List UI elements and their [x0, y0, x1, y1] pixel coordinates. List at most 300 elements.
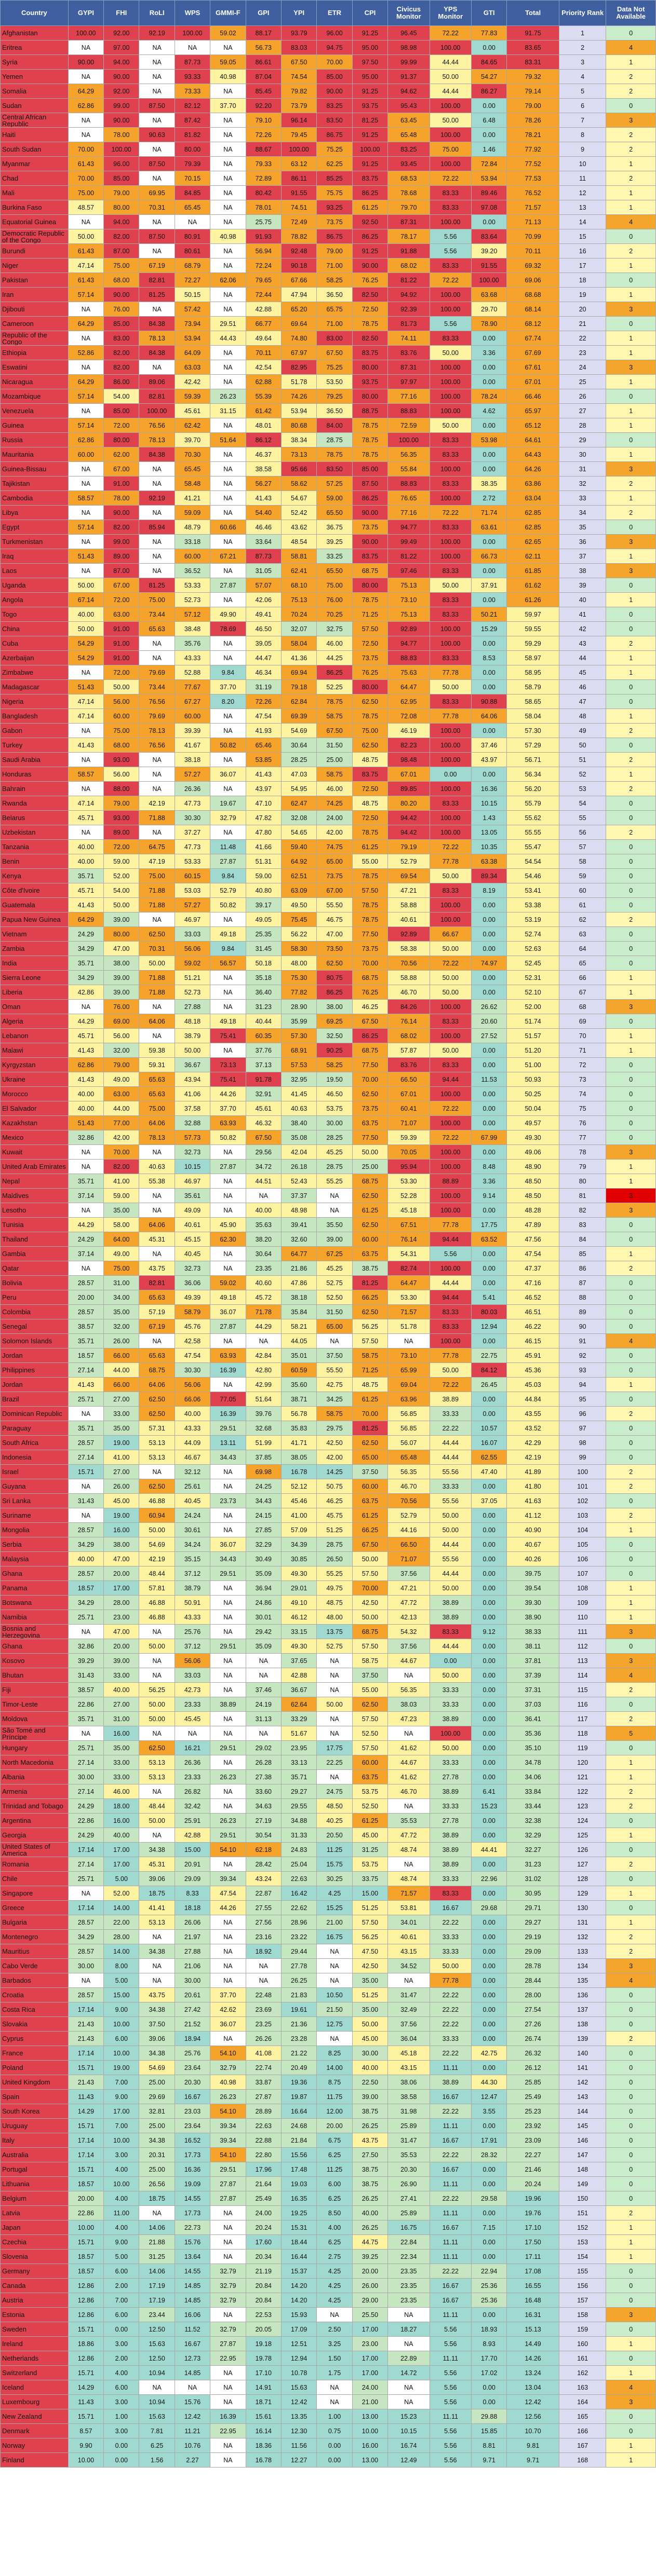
table-row[interactable]: [1, 1857, 656, 1872]
score-cell: 88.17: [246, 26, 281, 40]
country-cell: United States of America: [1, 1843, 69, 1857]
table-row[interactable]: [1, 1276, 656, 1290]
score-cell: 44.05: [281, 1334, 316, 1348]
score-cell: 38.75: [352, 2162, 387, 2177]
score-cell: 91.88: [388, 244, 430, 258]
country-cell: Republic of the Congo: [1, 331, 69, 346]
country-cell: Zimbabwe: [1, 665, 69, 680]
score-cell: 26.36: [175, 1755, 210, 1770]
table-row[interactable]: [1, 2235, 656, 2250]
score-cell: 76.65: [388, 491, 430, 506]
table-row[interactable]: [1, 782, 656, 796]
table-row[interactable]: [1, 971, 656, 985]
table-row[interactable]: [1, 985, 656, 1000]
score-cell: 21.00: [352, 2395, 387, 2409]
table-row[interactable]: [1, 607, 656, 622]
header-roli[interactable]: RoLI: [139, 1, 175, 26]
table-row[interactable]: [1, 1828, 656, 1843]
priority-rank-cell: 159: [559, 2322, 606, 2337]
table-row[interactable]: [1, 578, 656, 593]
score-cell: 90.00: [104, 70, 139, 84]
table-row[interactable]: [1, 1566, 656, 1581]
score-cell: 62.95: [388, 694, 430, 709]
table-row[interactable]: [1, 200, 656, 215]
score-cell: 33.33: [430, 1683, 471, 1697]
table-row[interactable]: [1, 1101, 656, 1116]
score-cell: 97.97: [388, 375, 430, 389]
table-row[interactable]: [1, 1014, 656, 1029]
table-row[interactable]: [1, 433, 656, 447]
header-cpi[interactable]: CPI: [352, 1, 387, 26]
table-row[interactable]: [1, 186, 656, 200]
table-row[interactable]: [1, 1000, 656, 1014]
table-row[interactable]: [1, 1421, 656, 1436]
header-gpi[interactable]: GPI: [246, 1, 281, 26]
table-row[interactable]: [1, 491, 656, 506]
table-row[interactable]: [1, 476, 656, 491]
score-cell: NA: [317, 1770, 352, 1784]
priority-rank-cell: 138: [559, 2017, 606, 2032]
table-row[interactable]: [1, 2279, 656, 2293]
score-cell: 59.39: [388, 1130, 430, 1145]
score-cell: 53.13: [139, 1915, 175, 1930]
score-cell: 16.21: [175, 1741, 210, 1755]
table-row[interactable]: [1, 2017, 656, 2032]
table-row[interactable]: [1, 1755, 656, 1770]
score-cell: 57.14: [68, 288, 103, 302]
table-row[interactable]: [1, 1189, 656, 1203]
table-row[interactable]: [1, 1363, 656, 1378]
table-row[interactable]: [1, 1407, 656, 1421]
score-cell: 4.25: [317, 2279, 352, 2293]
table-row[interactable]: [1, 1247, 656, 1261]
table-row[interactable]: [1, 288, 656, 302]
table-row[interactable]: [1, 2409, 656, 2424]
score-cell: 75.25: [317, 142, 352, 157]
table-row[interactable]: [1, 1814, 656, 1828]
table-row[interactable]: [1, 2191, 656, 2206]
table-row[interactable]: [1, 506, 656, 520]
table-row[interactable]: [1, 1930, 656, 1944]
table-row[interactable]: [1, 709, 656, 724]
score-cell: 56.85: [388, 1421, 430, 1436]
score-cell: 10.00: [68, 2453, 103, 2468]
table-row[interactable]: [1, 1378, 656, 1392]
table-row[interactable]: [1, 1973, 656, 1988]
priority-rank-cell: 94: [559, 1378, 606, 1392]
table-row[interactable]: [1, 2206, 656, 2220]
table-row[interactable]: [1, 1116, 656, 1130]
header-priority-rank[interactable]: Priority Rank: [559, 1, 606, 26]
header-gti[interactable]: GTI: [471, 1, 506, 26]
score-cell: 78.75: [317, 694, 352, 709]
score-cell: 26.06: [175, 1915, 210, 1930]
table-row[interactable]: [1, 1508, 656, 1523]
table-row[interactable]: [1, 2133, 656, 2148]
table-row[interactable]: [1, 1145, 656, 1160]
table-row[interactable]: [1, 869, 656, 883]
score-cell: 10.15: [388, 2424, 430, 2438]
header-total[interactable]: Total: [507, 1, 559, 26]
score-cell: 40.00: [246, 1203, 281, 1218]
country-cell: Azerbaijan: [1, 651, 69, 665]
table-row[interactable]: [1, 55, 656, 70]
table-row[interactable]: [1, 1203, 656, 1218]
table-row[interactable]: [1, 1799, 656, 1814]
table-row[interactable]: [1, 1639, 656, 1654]
score-cell: 65.99: [388, 1363, 430, 1378]
table-row[interactable]: [1, 564, 656, 578]
header-civicus-monitor[interactable]: Civicus Monitor: [388, 1, 430, 26]
table-row[interactable]: [1, 767, 656, 782]
table-row[interactable]: [1, 84, 656, 99]
score-cell: 41.43: [68, 1043, 103, 1058]
table-row[interactable]: [1, 1072, 656, 1087]
table-row[interactable]: [1, 244, 656, 258]
table-row[interactable]: [1, 1232, 656, 1247]
table-row[interactable]: [1, 2322, 656, 2337]
table-row[interactable]: [1, 2438, 656, 2453]
table-row[interactable]: [1, 2177, 656, 2191]
table-row[interactable]: [1, 404, 656, 418]
table-row[interactable]: [1, 1668, 656, 1683]
table-row[interactable]: [1, 2351, 656, 2366]
score-cell: 14.06: [139, 2264, 175, 2279]
score-cell: 57.53: [281, 1058, 316, 1072]
table-row[interactable]: [1, 811, 656, 825]
table-row[interactable]: [1, 2162, 656, 2177]
table-row[interactable]: [1, 2090, 656, 2104]
data-not-available-cell: 2: [606, 1712, 656, 1726]
table-row[interactable]: [1, 1523, 656, 1537]
table-row[interactable]: [1, 1058, 656, 1072]
table-row[interactable]: [1, 912, 656, 927]
table-row[interactable]: [1, 1596, 656, 1610]
table-row[interactable]: [1, 593, 656, 607]
data-not-available-cell: 0: [606, 1319, 656, 1334]
score-cell: 66.00: [104, 1348, 139, 1363]
table-row[interactable]: [1, 724, 656, 738]
table-row[interactable]: [1, 2061, 656, 2075]
total-cell: 17.50: [507, 2235, 559, 2250]
score-cell: 20.30: [175, 2075, 210, 2090]
table-row[interactable]: [1, 1901, 656, 1915]
table-row[interactable]: [1, 535, 656, 549]
country-cell: Barbados: [1, 1973, 69, 1988]
table-row[interactable]: [1, 1450, 656, 1465]
score-cell: 76.00: [317, 593, 352, 607]
score-cell: 0.00: [471, 1203, 506, 1218]
score-cell: 92.20: [246, 99, 281, 113]
header-wps[interactable]: WPS: [175, 1, 210, 26]
score-cell: 29.27: [281, 1784, 316, 1799]
country-cell: Canada: [1, 2279, 69, 2293]
table-row[interactable]: [1, 1683, 656, 1697]
score-cell: 35.84: [281, 1305, 316, 1319]
header-gmmi-f[interactable]: GMMI-F: [210, 1, 246, 26]
table-row[interactable]: [1, 1988, 656, 2002]
score-cell: 63.93: [210, 1116, 246, 1130]
table-row[interactable]: [1, 331, 656, 346]
total-cell: 48.90: [507, 1160, 559, 1174]
table-row[interactable]: [1, 171, 656, 186]
score-cell: 43.15: [388, 2061, 430, 2075]
table-row[interactable]: [1, 2002, 656, 2017]
priority-rank-cell: 129: [559, 1886, 606, 1901]
score-cell: 85.45: [246, 84, 281, 99]
table-row[interactable]: [1, 738, 656, 753]
table-row[interactable]: [1, 2308, 656, 2322]
table-row[interactable]: [1, 1334, 656, 1348]
table-row[interactable]: [1, 2148, 656, 2162]
table-row[interactable]: [1, 1944, 656, 1959]
score-cell: 30.00: [317, 1116, 352, 1130]
score-cell: NA: [246, 1959, 281, 1973]
priority-rank-cell: 32: [559, 476, 606, 491]
table-row[interactable]: [1, 2424, 656, 2438]
table-row[interactable]: [1, 1348, 656, 1363]
score-cell: 53.85: [246, 753, 281, 767]
table-row[interactable]: [1, 346, 656, 360]
table-row[interactable]: [1, 70, 656, 84]
table-row[interactable]: [1, 317, 656, 331]
table-row[interactable]: [1, 215, 656, 229]
table-row[interactable]: [1, 1319, 656, 1334]
country-cell: Solomon Islands: [1, 1334, 69, 1348]
priority-rank-cell: 23: [559, 346, 606, 360]
table-row[interactable]: [1, 1261, 656, 1276]
score-cell: 60.00: [352, 1232, 387, 1247]
score-cell: 12.42: [175, 2409, 210, 2424]
table-row[interactable]: [1, 113, 656, 128]
table-row[interactable]: [1, 128, 656, 142]
data-not-available-cell: 0: [606, 1101, 656, 1116]
table-row[interactable]: [1, 2046, 656, 2061]
table-row[interactable]: [1, 1218, 656, 1232]
table-row[interactable]: [1, 462, 656, 476]
score-cell: 35.00: [352, 2002, 387, 2017]
country-cell: Morocco: [1, 1087, 69, 1101]
table-row[interactable]: [1, 2032, 656, 2046]
score-cell: 22.22: [430, 2046, 471, 2061]
table-row[interactable]: [1, 636, 656, 651]
score-cell: 88.89: [430, 1174, 471, 1189]
table-row[interactable]: [1, 1843, 656, 1857]
score-cell: 64.09: [175, 346, 210, 360]
table-row[interactable]: [1, 622, 656, 636]
table-row[interactable]: [1, 1770, 656, 1784]
table-row[interactable]: [1, 942, 656, 956]
score-cell: 14.20: [281, 2293, 316, 2308]
table-row[interactable]: [1, 1625, 656, 1639]
score-cell: 100.00: [471, 273, 506, 288]
table-row[interactable]: [1, 142, 656, 157]
score-cell: 70.00: [352, 1407, 387, 1421]
header-etr[interactable]: ETR: [317, 1, 352, 26]
score-cell: 37.50: [139, 2017, 175, 2032]
table-row[interactable]: [1, 1741, 656, 1755]
table-row[interactable]: [1, 40, 656, 55]
priority-rank-cell: 60: [559, 883, 606, 898]
table-row[interactable]: [1, 1160, 656, 1174]
table-row[interactable]: [1, 1479, 656, 1494]
header-country[interactable]: Country: [1, 1, 69, 26]
table-row[interactable]: [1, 1872, 656, 1886]
table-row[interactable]: [1, 1610, 656, 1625]
table-row[interactable]: [1, 1654, 656, 1668]
score-cell: 27.38: [246, 1770, 281, 1784]
table-row[interactable]: [1, 375, 656, 389]
header-yps-monitor[interactable]: YPS Monitor: [430, 1, 471, 26]
table-row[interactable]: [1, 1784, 656, 1799]
table-row[interactable]: [1, 854, 656, 869]
total-cell: 47.89: [507, 1218, 559, 1232]
table-row[interactable]: [1, 258, 656, 273]
table-row[interactable]: [1, 1029, 656, 1043]
table-body: [1, 26, 656, 2468]
score-cell: 48.00: [317, 1610, 352, 1625]
table-row[interactable]: [1, 694, 656, 709]
table-row[interactable]: [1, 26, 656, 40]
table-row[interactable]: [1, 651, 656, 665]
table-row[interactable]: [1, 1043, 656, 1058]
table-row[interactable]: [1, 927, 656, 942]
table-row[interactable]: [1, 2337, 656, 2351]
score-cell: 18.57: [68, 2177, 103, 2191]
table-row[interactable]: [1, 898, 656, 912]
score-cell: 83.33: [430, 796, 471, 811]
score-cell: 72.50: [352, 636, 387, 651]
table-row[interactable]: [1, 956, 656, 971]
table-row[interactable]: [1, 447, 656, 462]
table-row[interactable]: [1, 1712, 656, 1726]
table-row[interactable]: [1, 1726, 656, 1741]
table-row[interactable]: [1, 1130, 656, 1145]
score-cell: 0.00: [471, 971, 506, 985]
table-row[interactable]: [1, 680, 656, 694]
table-row[interactable]: [1, 1305, 656, 1319]
table-row[interactable]: [1, 1959, 656, 1973]
score-cell: 22.22: [430, 2148, 471, 2162]
table-row[interactable]: [1, 753, 656, 767]
table-row[interactable]: [1, 1494, 656, 1508]
score-cell: 83.03: [281, 40, 316, 55]
score-cell: NA: [68, 665, 103, 680]
score-cell: 20.00: [68, 2191, 103, 2206]
score-cell: 60.00: [175, 549, 210, 564]
total-cell: 17.08: [507, 2264, 559, 2279]
table-row[interactable]: [1, 2119, 656, 2133]
table-row[interactable]: [1, 2453, 656, 2468]
table-row[interactable]: [1, 2104, 656, 2119]
table-row[interactable]: [1, 883, 656, 898]
score-cell: 49.18: [210, 1290, 246, 1305]
table-row[interactable]: [1, 1290, 656, 1305]
score-cell: 14.85: [175, 2293, 210, 2308]
table-row[interactable]: [1, 2293, 656, 2308]
header-gypi[interactable]: GYPI: [68, 1, 103, 26]
priority-rank-cell: 12: [559, 186, 606, 200]
table-row[interactable]: [1, 665, 656, 680]
score-cell: 100.00: [430, 288, 471, 302]
table-row[interactable]: [1, 418, 656, 433]
score-cell: 46.70: [388, 1784, 430, 1799]
table-row[interactable]: [1, 389, 656, 404]
table-row[interactable]: [1, 840, 656, 854]
data-not-available-cell: 0: [606, 317, 656, 331]
table-row[interactable]: [1, 1697, 656, 1712]
table-row[interactable]: [1, 1174, 656, 1189]
table-row[interactable]: [1, 273, 656, 288]
table-row[interactable]: [1, 2250, 656, 2264]
table-row[interactable]: [1, 2395, 656, 2409]
table-row[interactable]: [1, 229, 656, 244]
table-row[interactable]: [1, 1392, 656, 1407]
header-data-not-available[interactable]: Data Not Available: [606, 1, 656, 26]
score-cell: 2.50: [317, 2322, 352, 2337]
score-cell: 88.75: [352, 404, 387, 418]
data-not-available-cell: 2: [606, 476, 656, 491]
table-row[interactable]: [1, 520, 656, 535]
table-row[interactable]: [1, 2264, 656, 2279]
score-cell: NA: [68, 302, 103, 317]
table-row[interactable]: [1, 1552, 656, 1566]
score-cell: 83.75: [352, 767, 387, 782]
score-cell: 67.27: [175, 694, 210, 709]
score-cell: 55.56: [430, 1552, 471, 1566]
country-cell: Costa Rica: [1, 2002, 69, 2017]
table-row[interactable]: [1, 2220, 656, 2235]
score-cell: 50.00: [352, 2017, 387, 2032]
score-cell: 52.50: [352, 1726, 387, 1741]
table-row[interactable]: [1, 99, 656, 113]
score-cell: NA: [139, 1668, 175, 1683]
table-row[interactable]: [1, 796, 656, 811]
table-row[interactable]: [1, 2366, 656, 2380]
score-cell: 91.25: [352, 84, 387, 99]
score-cell: 27.14: [68, 1784, 103, 1799]
table-row[interactable]: [1, 302, 656, 317]
score-cell: 44.44: [430, 55, 471, 70]
score-cell: 27.88: [175, 1944, 210, 1959]
table-row[interactable]: [1, 1915, 656, 1930]
table-row[interactable]: [1, 360, 656, 375]
score-cell: 62.18: [246, 1843, 281, 1857]
table-row[interactable]: [1, 157, 656, 171]
score-cell: 87.31: [388, 215, 430, 229]
score-cell: 92.89: [388, 927, 430, 942]
table-row[interactable]: [1, 1465, 656, 1479]
score-cell: 87.31: [388, 360, 430, 375]
score-cell: 69.39: [281, 709, 316, 724]
table-row[interactable]: [1, 1537, 656, 1552]
table-row[interactable]: [1, 825, 656, 840]
country-cell: Peru: [1, 1290, 69, 1305]
table-row[interactable]: [1, 1886, 656, 1901]
score-cell: 77.78: [430, 1973, 471, 1988]
table-row[interactable]: [1, 2380, 656, 2395]
table-row[interactable]: [1, 2075, 656, 2090]
score-cell: 0.00: [471, 2206, 506, 2220]
table-row[interactable]: [1, 1087, 656, 1101]
priority-rank-cell: 77: [559, 1130, 606, 1145]
header-ypi[interactable]: YPI: [281, 1, 316, 26]
score-cell: 26.82: [175, 1784, 210, 1799]
table-row[interactable]: [1, 1436, 656, 1450]
header-fhi[interactable]: FHI: [104, 1, 139, 26]
table-row[interactable]: [1, 549, 656, 564]
table-row[interactable]: [1, 1581, 656, 1596]
